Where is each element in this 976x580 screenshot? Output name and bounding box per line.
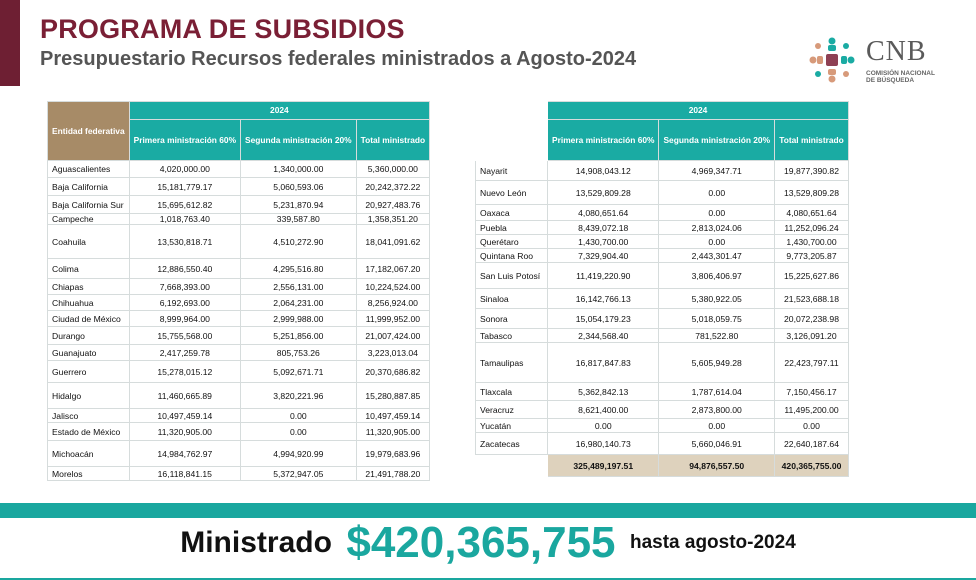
cell-total: 21,523,688.18: [775, 289, 849, 309]
cell-total: 20,072,238.98: [775, 309, 849, 329]
cell-primera: 10,497,459.14: [129, 409, 240, 423]
cell-total: 11,999,952.00: [356, 311, 430, 327]
column-header-primera: Primera ministración 60%: [548, 120, 659, 161]
page-subtitle: Presupuestario Recursos federales ministrados a Agosto-2024: [40, 48, 637, 70]
header-accent-bar: [0, 0, 20, 86]
cell-segunda: 4,510,272.90: [241, 225, 357, 259]
cell-entidad: Guanajuato: [48, 345, 130, 361]
cell-primera: 15,695,612.82: [129, 196, 240, 214]
column-header-segunda: Segunda ministración 20%: [659, 120, 775, 161]
cell-entidad: Yucatán: [476, 419, 548, 433]
cell-segunda: 0.00: [241, 423, 357, 441]
cell-entidad: Durango: [48, 327, 130, 345]
cell-primera: 16,118,841.15: [129, 467, 240, 481]
cell-primera: 13,529,809.28: [548, 181, 659, 205]
footer-label: Ministrado: [180, 526, 332, 559]
cell-entidad: Jalisco: [48, 409, 130, 423]
table-row: [476, 221, 849, 235]
cell-entidad: Zacatecas: [476, 433, 548, 455]
cell-segunda: 2,813,024.06: [659, 221, 775, 235]
table-row: [476, 249, 849, 263]
cell-entidad: Oaxaca: [476, 205, 548, 221]
right-table-body: [476, 161, 849, 477]
table-row: [476, 433, 849, 455]
cell-entidad: Sonora: [476, 309, 548, 329]
cell-total: 3,223,013.04: [356, 345, 430, 361]
footer-suffix: hasta agosto-2024: [629, 532, 796, 553]
column-header-entidad: Entidad federativa: [48, 102, 130, 161]
cell-segunda: 2,556,131.00: [241, 279, 357, 295]
cell-primera: 4,080,651.64: [548, 205, 659, 221]
totals-blank-cell: [476, 455, 548, 477]
table-row: [476, 383, 849, 401]
table-row: [48, 279, 430, 295]
cell-primera: 2,344,568.40: [548, 329, 659, 343]
column-header-total: Total ministrado: [356, 120, 430, 161]
logo-tagline-line-1: COMISIÓN NACIONAL: [866, 70, 935, 77]
cell-primera: 15,278,015.12: [129, 361, 240, 383]
cell-primera: 5,362,842.13: [548, 383, 659, 401]
cell-total: 9,773,205.87: [775, 249, 849, 263]
cell-primera: 8,439,072.18: [548, 221, 659, 235]
cell-total: 18,041,091.62: [356, 225, 430, 259]
table-row: [476, 419, 849, 433]
left-table-body: [48, 161, 430, 481]
table-row: [48, 311, 430, 327]
cell-segunda: 4,994,920.99: [241, 441, 357, 467]
cell-total: 11,495,200.00: [775, 401, 849, 419]
cell-segunda: 3,820,221.96: [241, 383, 357, 409]
table-row: [48, 178, 430, 196]
column-header-year: 2024: [548, 102, 849, 120]
table-row: [48, 214, 430, 225]
cell-entidad: San Luis Potosí: [476, 263, 548, 289]
cell-segunda: 339,587.80: [241, 214, 357, 225]
cell-segunda: 781,522.80: [659, 329, 775, 343]
cell-total: 22,640,187.64: [775, 433, 849, 455]
cell-entidad: Puebla: [476, 221, 548, 235]
cell-segunda: 2,999,988.00: [241, 311, 357, 327]
cell-total: 13,529,809.28: [775, 181, 849, 205]
cell-primera: 11,419,220.90: [548, 263, 659, 289]
table-row: [48, 295, 430, 311]
cell-primera: 1,430,700.00: [548, 235, 659, 249]
table-row: [48, 409, 430, 423]
totals-row: [476, 455, 849, 477]
cell-entidad: Chiapas: [48, 279, 130, 295]
cell-primera: 4,020,000.00: [129, 161, 240, 178]
cell-entidad: Querétaro: [476, 235, 548, 249]
cell-primera: 15,054,179.23: [548, 309, 659, 329]
cell-primera: 11,460,665.89: [129, 383, 240, 409]
cell-segunda: 5,372,947.05: [241, 467, 357, 481]
cell-total: 8,256,924.00: [356, 295, 430, 311]
table-row: [476, 343, 849, 383]
cell-entidad: Quintana Roo: [476, 249, 548, 263]
cell-segunda: 5,018,059.75: [659, 309, 775, 329]
cell-entidad: Nuevo León: [476, 181, 548, 205]
total-primera: 325,489,197.51: [548, 455, 659, 477]
cell-entidad: Baja California: [48, 178, 130, 196]
cell-entidad: Campeche: [48, 214, 130, 225]
table-row: [48, 327, 430, 345]
cell-total: 19,979,683.96: [356, 441, 430, 467]
table-row: [48, 196, 430, 214]
right-data-table: [475, 101, 849, 477]
cell-entidad: Baja California Sur: [48, 196, 130, 214]
table-row: [476, 329, 849, 343]
cell-total: 1,358,351.20: [356, 214, 430, 225]
cell-total: 20,927,483.76: [356, 196, 430, 214]
cell-total: 5,360,000.00: [356, 161, 430, 178]
cell-primera: 14,908,043.12: [548, 161, 659, 181]
cell-total: 11,320,905.00: [356, 423, 430, 441]
cell-segunda: 5,060,593.06: [241, 178, 357, 196]
column-header-primera: Primera ministración 60%: [129, 120, 240, 161]
total-total: 420,365,755.00: [775, 455, 849, 477]
table-row: [48, 383, 430, 409]
cell-total: 15,280,887.85: [356, 383, 430, 409]
column-header-total: Total ministrado: [775, 120, 849, 161]
table-row: [476, 263, 849, 289]
cell-primera: 12,886,550.40: [129, 259, 240, 279]
cell-total: 7,150,456.17: [775, 383, 849, 401]
people-mosaic-logo-icon: [806, 34, 858, 86]
cell-entidad: Estado de México: [48, 423, 130, 441]
cell-total: 22,423,797.11: [775, 343, 849, 383]
total-segunda: 94,876,557.50: [659, 455, 775, 477]
cell-total: 21,007,424.00: [356, 327, 430, 345]
table-row: [48, 441, 430, 467]
cell-segunda: 2,064,231.00: [241, 295, 357, 311]
cell-segunda: 805,753.26: [241, 345, 357, 361]
table-row: [476, 309, 849, 329]
cell-segunda: 3,806,406.97: [659, 263, 775, 289]
table-row: [48, 161, 430, 178]
table-row: [476, 401, 849, 419]
cell-total: 11,252,096.24: [775, 221, 849, 235]
cell-total: 17,182,067.20: [356, 259, 430, 279]
cell-total: 4,080,651.64: [775, 205, 849, 221]
cell-segunda: 5,231,870.94: [241, 196, 357, 214]
cell-primera: 16,817,847.83: [548, 343, 659, 383]
cell-entidad: Ciudad de México: [48, 311, 130, 327]
cell-entidad: Sinaloa: [476, 289, 548, 309]
footer-banner: [0, 503, 976, 580]
table-row: [476, 205, 849, 221]
cell-entidad: Tamaulipas: [476, 343, 548, 383]
table-row: [476, 235, 849, 249]
cell-entidad: Morelos: [48, 467, 130, 481]
page-title: PROGRAMA DE SUBSIDIOS: [40, 14, 405, 44]
cell-entidad: Aguascalientes: [48, 161, 130, 178]
table-row: [476, 181, 849, 205]
cell-entidad: Nayarit: [476, 161, 548, 181]
cell-primera: 7,668,393.00: [129, 279, 240, 295]
cell-segunda: 5,605,949.28: [659, 343, 775, 383]
cell-primera: 15,755,568.00: [129, 327, 240, 345]
cell-entidad: Tabasco: [476, 329, 548, 343]
cell-primera: 11,320,905.00: [129, 423, 240, 441]
cell-entidad: Chihuahua: [48, 295, 130, 311]
cell-primera: 15,181,779.17: [129, 178, 240, 196]
table-row: [48, 467, 430, 481]
cell-segunda: 5,660,046.91: [659, 433, 775, 455]
cell-primera: 7,329,904.40: [548, 249, 659, 263]
cell-segunda: 1,787,614.04: [659, 383, 775, 401]
cell-segunda: 4,969,347.71: [659, 161, 775, 181]
cell-entidad: Michoacán: [48, 441, 130, 467]
cell-total: 3,126,091.20: [775, 329, 849, 343]
cell-entidad: Hidalgo: [48, 383, 130, 409]
column-header-segunda: Segunda ministración 20%: [241, 120, 357, 161]
cell-entidad: Colima: [48, 259, 130, 279]
cell-primera: 14,984,762.97: [129, 441, 240, 467]
cell-entidad: Tlaxcala: [476, 383, 548, 401]
cnb-logo: [806, 34, 962, 86]
footer-summary: [0, 518, 976, 578]
left-data-table: [47, 101, 430, 481]
column-header-blank: [476, 102, 548, 161]
cell-segunda: 5,380,922.05: [659, 289, 775, 309]
cell-primera: 6,192,693.00: [129, 295, 240, 311]
cell-total: 21,491,788.20: [356, 467, 430, 481]
cell-primera: 8,999,964.00: [129, 311, 240, 327]
cell-segunda: 0.00: [659, 235, 775, 249]
cell-primera: 0.00: [548, 419, 659, 433]
footer-amount: $420,365,755: [346, 518, 616, 567]
cell-primera: 13,530,818.71: [129, 225, 240, 259]
cell-segunda: 0.00: [659, 181, 775, 205]
cell-segunda: 2,443,301.47: [659, 249, 775, 263]
logo-tagline-line-2: DE BÚSQUEDA: [866, 77, 915, 84]
cell-segunda: 0.00: [241, 409, 357, 423]
cell-segunda: 1,340,000.00: [241, 161, 357, 178]
cell-primera: 1,018,763.40: [129, 214, 240, 225]
cell-total: 1,430,700.00: [775, 235, 849, 249]
cell-entidad: Veracruz: [476, 401, 548, 419]
cell-segunda: 0.00: [659, 205, 775, 221]
logo-tagline: [866, 70, 935, 84]
table-row: [476, 289, 849, 309]
table-row: [48, 361, 430, 383]
cell-segunda: 5,092,671.71: [241, 361, 357, 383]
cell-segunda: 2,873,800.00: [659, 401, 775, 419]
cell-total: 15,225,627.86: [775, 263, 849, 289]
cell-primera: 16,980,140.73: [548, 433, 659, 455]
logo-wordmark: CNB: [866, 36, 927, 67]
cell-segunda: 5,251,856.00: [241, 327, 357, 345]
cell-primera: 2,417,259.78: [129, 345, 240, 361]
cell-primera: 16,142,766.13: [548, 289, 659, 309]
cell-segunda: 0.00: [659, 419, 775, 433]
cell-primera: 8,621,400.00: [548, 401, 659, 419]
cell-total: 20,242,372.22: [356, 178, 430, 196]
cell-entidad: Guerrero: [48, 361, 130, 383]
table-row: [48, 259, 430, 279]
cell-total: 10,224,524.00: [356, 279, 430, 295]
table-row: [476, 161, 849, 181]
cell-total: 19,877,390.82: [775, 161, 849, 181]
cell-segunda: 4,295,516.80: [241, 259, 357, 279]
cell-total: 10,497,459.14: [356, 409, 430, 423]
column-header-year: 2024: [129, 102, 430, 120]
cell-total: 0.00: [775, 419, 849, 433]
table-row: [48, 423, 430, 441]
table-row: [48, 225, 430, 259]
cell-total: 20,370,686.82: [356, 361, 430, 383]
cell-entidad: Coahuila: [48, 225, 130, 259]
table-row: [48, 345, 430, 361]
